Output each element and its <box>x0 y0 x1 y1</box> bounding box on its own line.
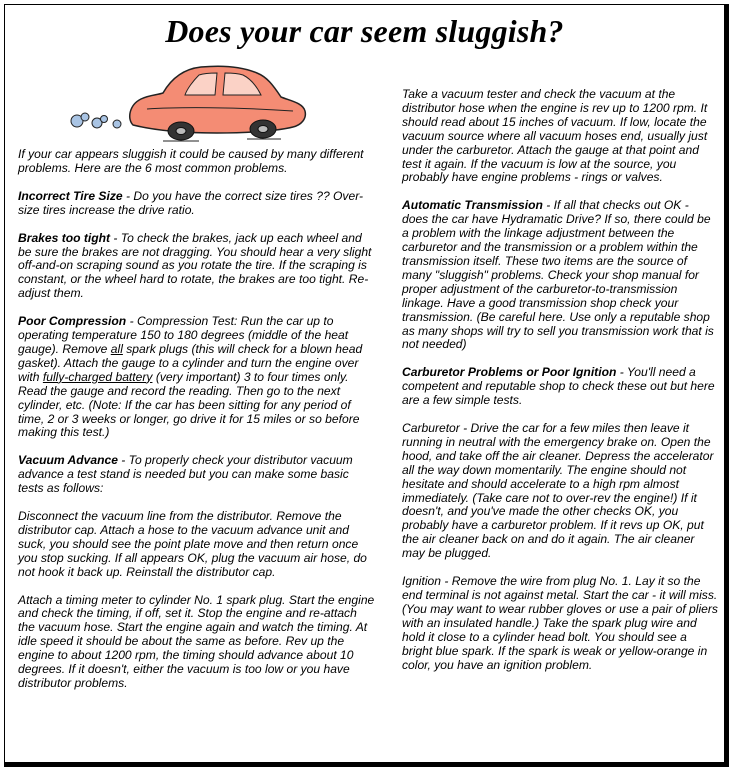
transmission-section <box>402 199 718 352</box>
compression-battery: fully-charged battery <box>42 369 153 384</box>
brakes-heading: Brakes too tight <box>18 230 111 245</box>
transmission-text: - If all that checks out OK - does the car have Hydramatic Drive? If so, there could be a problem with the linkage adjustment between the carburetor and the transmission or a problem within the transmission itself. These two items are the source of many "sluggish" problems. Check your shop manual for proper adjustment of the carburetor-to-transmission linkage. Have a good transmission shop check your transmission. (Be careful here. Use only a reputable shop as many shops will try to sell you transmission work that is not needed) <box>402 198 714 352</box>
carburetor-paragraph: Carburetor - Drive the car for a few miles then leave it running in neutral with the emergency brake on. Open the hood, and take off the air cleaner. Depress the accelerator all the way down momentarily. The engine should not hesitate and should accelerate to a high rpm almost immediately. (Take care not to over-rev the engine!) If it doesn't, and you've made the other checks OK, you probably have a carburetor problem. If it revs up OK, put the air cleaner back on and do it again. The air cleaner may be plugged. <box>402 421 714 561</box>
brakes-text: - To check the brakes, jack up each wheel and be sure the brakes are not dragging. You should hear a very slight off-and-on scraping sound as you rotate the tire. If the scraping is constant, or the wheel hard to rotate, the brakes are too tight. Re-adjust them. <box>18 230 372 301</box>
compression-text: (very important) 3 to four times only. Read the gauge and record the reading. Then go to the next cylinder, etc. (Note: If the car has been sitting for any period of time, 2 or 3 weeks or longer, go drive it for 15 miles or so before making this test.) <box>18 369 360 440</box>
page-title: Does your car seem sluggish? <box>165 13 564 49</box>
carb-ignition-text: - You'll need a competent and reputable shop to check these out but here are a few simple tests. <box>402 365 715 408</box>
left-column <box>18 148 376 705</box>
carb-ignition-section <box>402 366 718 408</box>
vacuum-step-1: Disconnect the vacuum line from the distributor. Remove the distributor cap. Attach a hose to the vacuum advance unit and suck, you should see the point plate move and then return once you stop sucking. If all appears OK, plug the vacuum air hose, do not hook it back up. Reinstall the distributor cap. <box>18 509 367 579</box>
transmission-heading: Automatic Transmission <box>402 198 543 213</box>
compression-all: all <box>110 341 123 356</box>
tire-size-text: - Do you have the correct size tires ?? Over-size tires increase the drive ratio. <box>18 188 364 217</box>
vacuum-step-2: Attach a timing meter to cylinder No. 1 spark plug. Start the engine and check the timing, if off, set it. Stop the engine and re-attach the vacuum hose. Start the engine again and watch the timing. At idle speed it should be about the same as before. Rev up the engine to about 1200 rpm, the timing should advance about 10 degrees. If it doesn't, either the vacuum is too low or you have distributor problems. <box>18 592 375 690</box>
right-column <box>402 88 718 686</box>
vacuum-advance-text: - To properly check your distributor vacuum advance a test stand is needed but you can make some basic tests as follows: <box>18 453 353 496</box>
carb-ignition-heading: Carburetor Problems or Poor Ignition <box>402 365 617 380</box>
compression-heading: Poor Compression <box>18 314 127 329</box>
ignition-paragraph: Ignition - Remove the wire from plug No. 1. Lay it so the end terminal is not against metal. Start the car - it will miss. (You may want to wear rubber gloves or use a pair of pliers with an insulated handle.) Take the spark plug wire and hold it close to a cylinder head bolt. You should see a bright blue spark. If the spark is weak or yellow-orange in color, you have an ignition problem. <box>402 574 718 672</box>
vacuum-tester-paragraph: Take a vacuum tester and check the vacuum at the distributor hose when the engine is rev up to 1200 rpm. It should read about 15 inches of vacuum. If low, locate the vacuum source where all vacuum hoses end, usually just under the carburetor. Attach the gauge at that point and test it again. If the vacuum is low at the source, you probably have engine problems - rings or valves. <box>402 87 708 185</box>
brakes-section <box>18 232 376 302</box>
vacuum-advance-heading: Vacuum Advance <box>18 453 118 468</box>
intro-paragraph: If your car appears sluggish it could be caused by many different problems. Here are the 6 most common problems. <box>18 147 364 175</box>
compression-text: spark plugs (this will check for a blown head gasket). Attach the gauge to a cylinder and turn the engine over with <box>18 341 363 384</box>
vacuum-advance-section <box>18 454 376 496</box>
tire-size-section <box>18 190 376 218</box>
page-frame <box>4 4 729 767</box>
sluggish-car-icon <box>67 59 311 145</box>
compression-text: - Compression Test: Run the car up to operating temperature 150 to 180 degrees (middle of the heat gauge). Remove <box>18 314 349 356</box>
tire-size-heading: Incorrect Tire Size <box>18 188 123 203</box>
compression-section <box>18 315 376 440</box>
